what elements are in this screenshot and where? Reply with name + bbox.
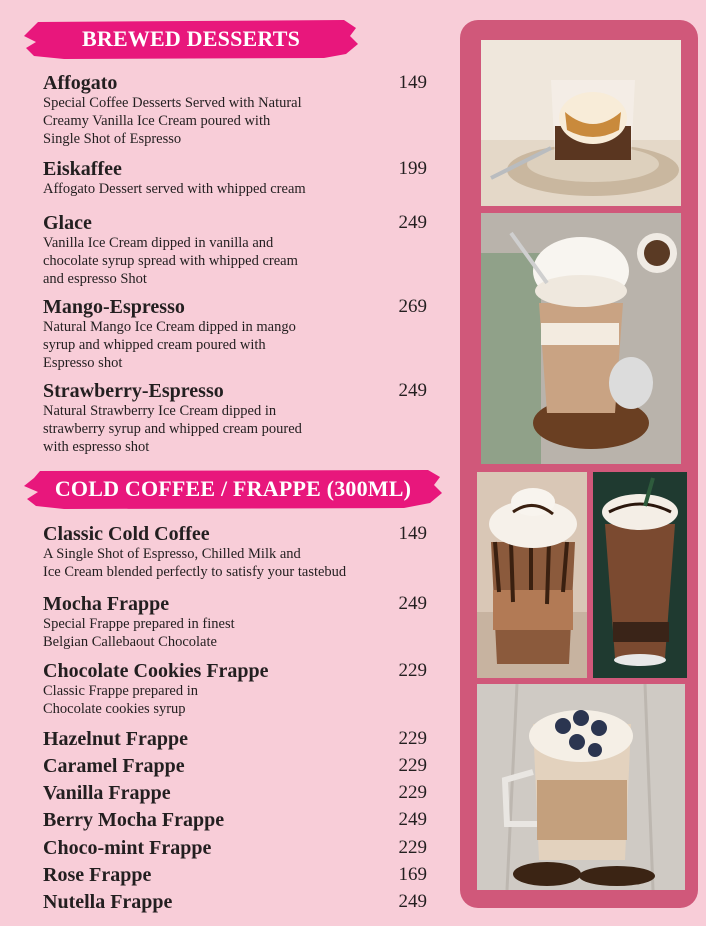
item-name: Mocha Frappe [43, 593, 170, 615]
mocha-drizzle-photo [477, 472, 587, 678]
item-description: Affogato Dessert served with whipped cream [43, 181, 306, 197]
menu-item [43, 728, 427, 750]
item-name: Affogato [43, 72, 118, 94]
item-name: Nutella Frappe [43, 891, 173, 913]
item-price: 229 [398, 728, 427, 749]
menu-item [43, 72, 427, 148]
menu-item [43, 837, 427, 859]
item-name: Hazelnut Frappe [43, 728, 188, 750]
item-name: Eiskaffee [43, 158, 122, 180]
item-description: Special Frappe prepared in finest Belgian Callebaout Chocolate [43, 616, 235, 650]
menu-item [43, 380, 427, 456]
item-price: 229 [398, 660, 427, 681]
frappe-glass-photo [481, 213, 681, 464]
section-banner-cold-coffee [24, 468, 442, 510]
item-name: Choco-mint Frappe [43, 837, 212, 859]
item-description: Natural Strawberry Ice Cream dipped in strawberry syrup and whipped cream poured with espresso shot [43, 403, 302, 455]
item-price: 149 [398, 72, 427, 93]
item-price: 249 [398, 593, 427, 614]
menu-item [43, 755, 427, 777]
item-price: 249 [398, 891, 427, 912]
item-description: Classic Frappe prepared in Chocolate cookies syrup [43, 683, 199, 717]
item-price: 249 [398, 380, 427, 401]
menu-item [43, 809, 427, 831]
item-name: Chocolate Cookies Frappe [43, 660, 269, 682]
item-name: Rose Frappe [43, 864, 152, 886]
section-title: BREWED DESSERTS [81, 26, 301, 51]
item-name: Classic Cold Coffee [43, 523, 210, 545]
item-price: 169 [398, 864, 427, 885]
item-name: Strawberry-Espresso [43, 380, 224, 402]
menu-item [43, 782, 427, 804]
item-name: Glace [43, 212, 92, 234]
item-name: Caramel Frappe [43, 755, 185, 777]
item-description: A Single Shot of Espresso, Chilled Milk and Ice Cream blended perfectly to satisfy your tastebud [43, 546, 347, 580]
menu-item [43, 891, 427, 913]
menu-item [43, 296, 427, 372]
menu-item [43, 660, 427, 718]
item-price: 149 [398, 523, 427, 544]
item-price: 229 [398, 837, 427, 858]
item-description: Special Coffee Desserts Served with Natural Creamy Vanilla Ice Cream poured with Single Shot of Espresso [43, 95, 302, 147]
item-price: 249 [398, 809, 427, 830]
item-price: 229 [398, 782, 427, 803]
item-name: Mango-Espresso [43, 296, 185, 318]
blueberry-mocha-photo [477, 684, 685, 890]
menu-item [43, 212, 427, 288]
item-name: Berry Mocha Frappe [43, 809, 225, 831]
section-title: COLD COFFEE / FRAPPE (300ML) [54, 476, 412, 501]
item-price: 229 [398, 755, 427, 776]
menu-item [43, 864, 427, 886]
menu-item [43, 593, 427, 651]
item-description: Vanilla Ice Cream dipped in vanilla and chocolate syrup spread with whipped cream and espresso Shot [43, 235, 298, 287]
dark-frappe-photo [593, 472, 687, 678]
item-price: 269 [398, 296, 427, 317]
item-name: Vanilla Frappe [43, 782, 171, 804]
item-price: 249 [398, 212, 427, 233]
menu-item [43, 158, 427, 198]
item-description: Natural Mango Ice Cream dipped in mango syrup and whipped cream poured with Espresso shot [43, 319, 296, 371]
section-banner-brewed-desserts [24, 18, 358, 60]
item-price: 199 [398, 158, 427, 179]
affogato-photo [481, 40, 681, 206]
menu-item [43, 523, 427, 581]
